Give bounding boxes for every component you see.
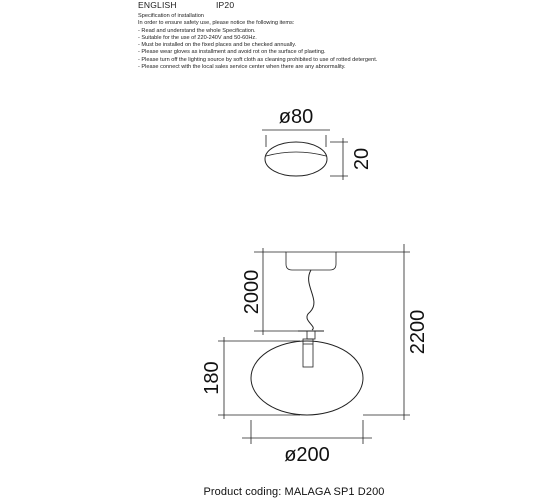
specification-line: - Must be installed on the fixed places and be checked annually. bbox=[138, 42, 297, 49]
canopy-height-dimension bbox=[330, 138, 348, 180]
shade-diameter-label: ø200 bbox=[284, 444, 330, 466]
total-height-dimension bbox=[336, 244, 410, 420]
canopy-diameter-label: ø80 bbox=[278, 106, 314, 128]
cable-length-label: 2000 bbox=[241, 269, 263, 315]
canopy-diameter-dimension bbox=[262, 130, 330, 147]
specification-line: In order to ensure safety use, please notice the following items: bbox=[138, 20, 295, 27]
specification-line: - Please connect with the local sales service center when there are any abnormality. bbox=[138, 64, 346, 71]
specification-line: - Please turn off the lighting source by soft cloth as cleaning prohibited to use of rotted detergent. bbox=[138, 56, 378, 63]
shade-height-label: 180 bbox=[201, 361, 223, 395]
canopy-drawing bbox=[265, 142, 327, 176]
total-height-label: 2200 bbox=[407, 309, 429, 355]
language-label: ENGLISH bbox=[138, 0, 177, 10]
canopy-height-label: 20 bbox=[351, 147, 373, 171]
shade-diameter-dimension bbox=[242, 420, 372, 444]
shade-height-dimension bbox=[218, 337, 300, 419]
product-coding-text: Product coding: MALAGA SP1 D200 bbox=[203, 486, 385, 498]
ip-rating-label: IP20 bbox=[216, 0, 235, 10]
specification-title: Specification of installation bbox=[138, 13, 204, 19]
specification-line: - Suitable for the use of 220-240V and 50-60Hz. bbox=[138, 34, 257, 41]
product-coding bbox=[0, 486, 560, 498]
specification-line: - Read and understand the whole Specification. bbox=[138, 27, 256, 34]
specification-line: - Please wear gloves as installment and avoid rot on the surface of plaeting. bbox=[138, 49, 326, 56]
pendant-drawing bbox=[251, 252, 363, 415]
